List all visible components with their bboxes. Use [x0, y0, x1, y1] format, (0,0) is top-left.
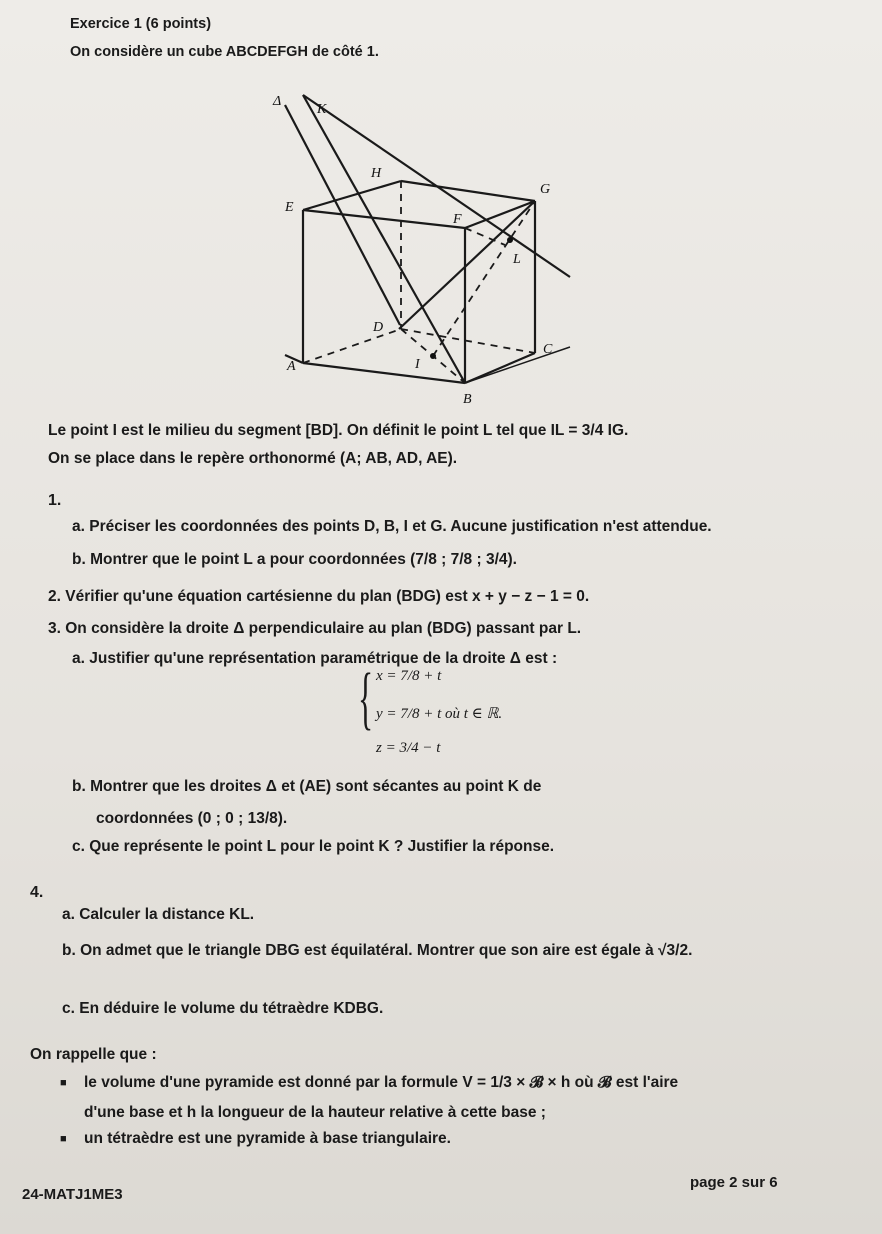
- system-y: y = 7/8 + t où t ∈ ℝ.: [376, 706, 503, 722]
- segment-FL: [465, 228, 505, 245]
- edge-AB: [303, 363, 465, 383]
- system-z: z = 3/4 − t: [376, 740, 441, 756]
- question-3c: c. Que représente le point L pour le point K ? Justifier la réponse.: [72, 838, 555, 855]
- question-1b: b. Montrer que le point L a pour coordonnées (7/8 ; 7/8 ; 3/4).: [72, 551, 517, 568]
- reminder-item-1-line1: le volume d'une pyramide est donné par la formule V = 1/3 × 𝓑 × h où 𝓑 est l'aire: [84, 1074, 679, 1091]
- page-number: page 2 sur 6: [690, 1174, 778, 1191]
- question-4-number: 4.: [30, 884, 44, 901]
- label-L: L: [513, 252, 521, 267]
- system-brace: {: [358, 660, 374, 737]
- edge-FG: [465, 201, 535, 228]
- statement-point-I: Le point I est le milieu du segment [BD]. On définit le point L tel que IL = 3/4 IG.: [48, 422, 629, 439]
- label-C: C: [543, 342, 553, 357]
- point-I: [430, 353, 436, 359]
- reminder-title: On rappelle que :: [30, 1046, 157, 1063]
- label-F: F: [453, 212, 462, 227]
- system-x: x = 7/8 + t: [376, 668, 442, 684]
- label-E: E: [285, 200, 294, 215]
- exam-code: 24-MATJ1ME3: [22, 1186, 123, 1203]
- line-KB: [303, 95, 465, 383]
- question-1a: a. Préciser les coordonnées des points D, B, I et G. Aucune justification n'est attendue.: [72, 518, 712, 535]
- edge-DC: [401, 329, 535, 353]
- label-B: B: [463, 392, 472, 407]
- question-3b-line2: coordonnées (0 ; 0 ; 13/8).: [96, 810, 288, 827]
- edge-EH: [303, 181, 401, 210]
- label-A: A: [287, 359, 296, 374]
- edge-BC: [465, 353, 535, 383]
- exercise-title: Exercice 1 (6 points): [70, 16, 212, 32]
- edge-AD: [303, 329, 401, 363]
- statement-frame: On se place dans le repère orthonormé (A; AB, AD, AE).: [48, 450, 458, 467]
- intro-text: On considère un cube ABCDEFGH de côté 1.: [70, 44, 379, 60]
- edge-HG: [401, 181, 535, 201]
- line-delta: [303, 95, 570, 277]
- label-K: K: [317, 102, 327, 117]
- reminder-item-1-line2: d'une base et h la longueur de la hauteur relative à cette base ;: [84, 1104, 546, 1121]
- question-4a: a. Calculer la distance KL.: [62, 906, 255, 923]
- cube-figure: [265, 85, 585, 415]
- label-H: H: [371, 166, 382, 181]
- label-I: I: [415, 357, 420, 372]
- point-L: [507, 237, 513, 243]
- label-G: G: [540, 182, 551, 197]
- question-3: 3. On considère la droite Δ perpendiculaire au plan (BDG) passant par L.: [48, 620, 582, 637]
- question-4c: c. En déduire le volume du tétraèdre KDBG.: [62, 1000, 384, 1017]
- question-4b: b. On admet que le triangle DBG est équilatéral. Montrer que son aire est égale à √3/2.: [62, 942, 693, 959]
- question-3a: a. Justifier qu'une représentation paramétrique de la droite Δ est :: [72, 650, 558, 667]
- segment-IG: [433, 201, 535, 356]
- question-3b-line1: b. Montrer que les droites Δ et (AE) sont sécantes au point K de: [72, 778, 542, 795]
- bullet-1-icon: ■: [60, 1077, 67, 1089]
- question-2: 2. Vérifier qu'une équation cartésienne du plan (BDG) est x + y − z − 1 = 0.: [48, 588, 590, 605]
- bullet-2-icon: ■: [60, 1133, 67, 1145]
- edge-B-ext: [465, 347, 570, 383]
- label-D: D: [373, 320, 384, 335]
- question-1-number: 1.: [48, 492, 62, 509]
- label-delta: Δ: [273, 94, 282, 109]
- reminder-item-2: un tétraèdre est une pyramide à base triangulaire.: [84, 1130, 451, 1147]
- edge-EF: [303, 210, 465, 228]
